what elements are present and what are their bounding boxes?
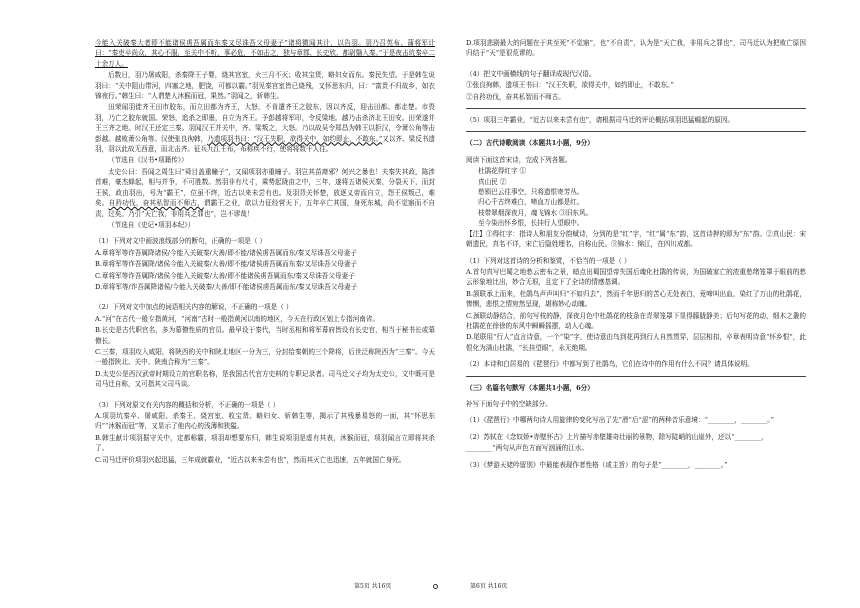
option[interactable]: C.颈联动静结合，前句写枝的静，深夜月色中杜鹃花的枝条在青翠笼罩下显得朦胧静美；后句写花的动，细木之叢的杜鹃花在徐徐的东风中瞬瞬摇摆，动人心魂。 [466,311,806,330]
option[interactable]: D.尾联用“行人”直言诗意，一个“染”字，使诗意由鸟到花再到行人自然贯穿，层层相扣，卒章表明诗意“怀乡恨”，此恨化为满山杜鹃，“长挂望眼”，永无绝期。 [466,333,806,352]
page-number-right: 第6页 共16页 [470,583,508,590]
section-heading-dictation: （三）名篇名句默写（本题共1小题，6分） [466,383,594,392]
section-intro: 补写下面句子中的空缺部分。 [466,399,552,408]
option[interactable]: C.章将军等诈吾属降/诸侯今能入关破秦/大善/即不能诸侯虏吾属而东/秦又尽诛吾父母妻子 [95,271,355,280]
option[interactable]: B.颔联承上而来，杜鹃鸟声声叫归“不如归去”，然而千年思归的苦心无处表白，竟啼叫出血，染红了万山的杜鹃花，惨恻，悲恨之情宛然呈现，堪称妙心动魄。 [466,289,806,309]
poem-line: 归心千古终难白，啼血万山都是红。 [478,198,584,207]
poem-question-2: （2）本诗和白居易的《琵琶行》中都写到了杜鹃鸟，它们在诗中的作用有什么不同？请具体说明。 [466,360,754,369]
option[interactable]: D.章将军等/诈吾属降诸侯/今能入关破秦/大善/即不能诸侯虏吾属而东/秦又尽诛吾父母妻子 [95,282,358,291]
answer-line[interactable] [466,107,806,109]
option[interactable]: D.太史公是西汉武帝时期设立的官职名称，是我国古代官方史料的专职记录者。司马迁父子均为太史公，文中既可是司马迁自称，又可指其父司马谈。 [95,369,435,389]
binding-hole-icon [433,584,438,589]
passage-paragraph: 田荣闻羽徙齐王田巿胶东，而立田都为齐王，大怒，不肯遣齐王之胶东，因以齐反，迎击田都。都走楚。市畏羽，乃亡之胶东就国。荣怒，追杀之即墨，自立为齐王。予彭越将军印，令反梁地。越乃击杀济北王田安。田荣遂并王三齐之地。时汉王还定三秦。羽闻汉王并关中，齐、梁叛之，大怒。乃以故吴令郑昌为韩王以拒汉，令萧公角等击彭越。越败萧公角等。汉使张良徇韩，乃遗项羽书曰：“汉王失职，欲得关中，如约即止，不敢东。”又以齐、梁反书遗羽，羽以此故无西意，而北击齐。征兵九江王布，布称疾不行，使将将数千人往。 [95,103,436,154]
dictation-item[interactable]: （1）《琵琶行》中哪两句诗人用旋律的变化写出了先“滑”后“涩”的两种音乐意境：“________，________。” [466,416,774,425]
option[interactable]: B.韩生献计项羽据守关中，定都称霸，项羽却想要东归，韩生说项羽是虚有其表，沐猴而冠，项羽闻言立即将其杀了。 [95,433,435,453]
underlined-sentence: 今能入关破秦大者即不能诸侯虏吾属而东秦又尽诛吾父母妻子”诸将微闻其计，以告羽。羽乃召英布、蒲将军计曰：“秦吏卒尚众，其心不服，至关中不听，事必危，不如击之，独与章邯、长史欣、都尉翳入秦。”于是夜击坑秦卒二十余万人。 [95,39,435,68]
poem-line: 愁锁巴云往事空，只将遗恨寄芳丛。 [478,188,584,197]
question-1: （1）下列对文中画波浪线部分的断句，正确的一项是（ ） [95,237,267,246]
passage-paragraph [95,38,435,69]
right-page-column [466,38,806,471]
option[interactable]: A.首句真写巴蜀之地愁云密布之景，暗点出蜀国望帝失国后魂化杜鹃的传说，为国破家亡的浓重愁绪笼罩于眼前的愁云形象地比出，妙合无垠，且定下了全诗的情感基调。 [466,267,806,287]
poem-line: 至今染出怀乡恨，长挂行人望眼中。 [478,219,584,228]
option[interactable]: C.三秦，项羽攻入咸阳，将陕西的关中和陕北地区一分为三，分封给秦朝的三个降将，后世泛称陕西为“三秦”。今天一般指陕北、关中、陕南合称为“三秦”。 [95,347,435,367]
option[interactable]: D.项羽悲剧最大的问题在于其至死“不觉寤”，也“不自责”，认为是“天亡我，非用兵之罪也”，司马迁认为把败亡原因归结于“天”是很荒谬的。 [466,39,806,58]
option[interactable]: A.项羽坑秦卒、屠咸阳、杀秦王、烧宫室、收宝货、略妇女、斩韩生等，揭示了其残暴易怒的一面，其“怀思东归”“沐猴而冠”等，又显示了他内心的浅薄和狭隘。 [95,412,435,431]
option[interactable]: B.章将军等诈吾属降/诸侯今能入关破秦/大善/即不能/诸侯虏吾属而东秦/又尽诛吾父母妻子 [95,260,358,269]
page-footer [0,581,860,593]
poem-title: 杜鹃花得红字 ① [478,167,527,176]
poem [466,166,806,228]
page-number-left: 第5页 共16页 [354,583,392,590]
passage-paragraph: 后数日，羽乃屠咸阳，杀秦降王子婴，烧其宫室，火三月不灭；收其宝货，略妇女而东。秦民失望。于是韩生说羽曰：“关中阻山带河，四塞之地，肥饶，可都以霸。”羽见秦宫室皆已烧残，又怀思东归，曰：“富贵不归故乡，如衣锦夜行。”韩生曰：“人谓楚人沐猴而冠，果然。”羽闻之，斩韩生。 [95,71,435,101]
question-3: （3）下列对原文有关内容的概括和分析，不正确的一项是（ ） [95,400,280,409]
option[interactable]: C.司马迁评价项羽兴起迅猛，三年成就霸业，“近古以来未尝有也”，然而其灭亡也迅速，五年就国亡身死。 [95,455,406,464]
poem-question-1: （1）下列对这首诗的分析和鉴赏，不恰当的一项是（ ） [466,256,631,265]
wavy-underlined-sentence: 乃遗项羽书曰：“汉王失职，欲得关中，如约即止，不敢东。” [207,134,383,143]
option[interactable]: A.“河”在古代一般专指黄河，“河南”古时一般指黄河以南的地区，今天在行政区划上专指河南省。 [95,314,380,323]
passage-paragraph: 太史公曰：吾闻之周生曰“舜目盖重瞳子”，又闻项羽亦重瞳子。羽岂其苗裔邪？何兴之暴也！夫秦失其政，陈涉首难，豪杰蜂起，相与并争，不可胜数。然羽非有尺寸，乘势起陇亩之中，三年，遂将五诸侯灭秦，分裂天下，而封王侯，政由羽出，号为“霸王”，位虽不终，近古以来未尝有也。及羽背关怀楚，放逐义帝而自立，怨王侯叛己，难矣。自矜功伐，奋其私智而不师古，谓霸王之业，欲以力征经营天下，五年卒亡其国，身死东城，尚不觉寤而不自责，过矣。乃引“天亡我，非用兵之罪也”，岂不谬哉！ [95,167,436,218]
source-note: （节选自《史记•项羽本纪》） [108,220,195,229]
section-heading-poetry: （二）古代诗歌阅读（本题共1小题，9分） [466,139,594,148]
dictation-item[interactable]: ________”两句从声色方面写汹涌的江水。 [466,444,589,453]
left-page-column [95,38,435,466]
question-5: （5）项羽三年霸业，“近古以来未尝有也”，请根据司马迁的评论概括项羽迅猛崛起的原因。 [466,116,735,125]
poem-author: 真山民 ② [478,177,507,186]
option[interactable]: A.章将军等诈吾属降诸侯/今能入关破秦/大善/即不能/诸侯虏吾属而东/秦又尽诛吾父母妻子 [95,248,357,257]
answer-line[interactable] [466,130,806,132]
question-2: （2）下列对文中加点的词语相关内容的解说，不正确的一项是（ ） [95,303,293,312]
wavy-underlined-sentence: 自矜功伐，奋其私智而不师古， [108,199,204,208]
question-4: （4）把文中画横线的句子翻译成现代汉语。 [466,69,596,78]
dictation-item[interactable]: （2）苏轼在《念奴娇•赤壁怀古》上片描写赤壁雄奇壮丽的景物，除写陡峭的山崖外，还以“________， [466,432,768,441]
answer-line[interactable] [466,375,806,377]
section-intro: 阅读下面这首宋诗，完成下列各题。 [466,155,572,164]
dictation-item[interactable]: （3）《梦游天姥吟留别》中最能表现作者性格（或主旨）的句子是“________，________。” [466,460,728,469]
poem-notes: 【注】①得红字：指诗人和朋友分韵赋诗，分到的是“红”字，“红”属“东”韵，这首诗押的即为“东”韵。②真山民：宋朝遗民，真名不详，宋亡后隐姓埋名，自称山民。③锦水：锦江，在四川成都。 [466,229,806,249]
translation-item: ①张良徇韩，遗项王书曰：“汉王失职，欲得关中，如约即止，不敢东。” [466,81,674,90]
poem-line: 枝带翠烟深夜月，魂飞锦水 ③旧东风。 [478,208,593,217]
translation-item: ②自矜功伐，奋其私智而不师古。 [466,92,565,101]
option[interactable]: B.长史是古代职官名，多为幕僚性质的官员。最早设于秦代，当时丞相和将军幕府皆设有长史官，相当于秘书长或幕僚长。 [95,326,435,345]
source-note: （节选自《汉书•项籍传》） [108,156,188,165]
